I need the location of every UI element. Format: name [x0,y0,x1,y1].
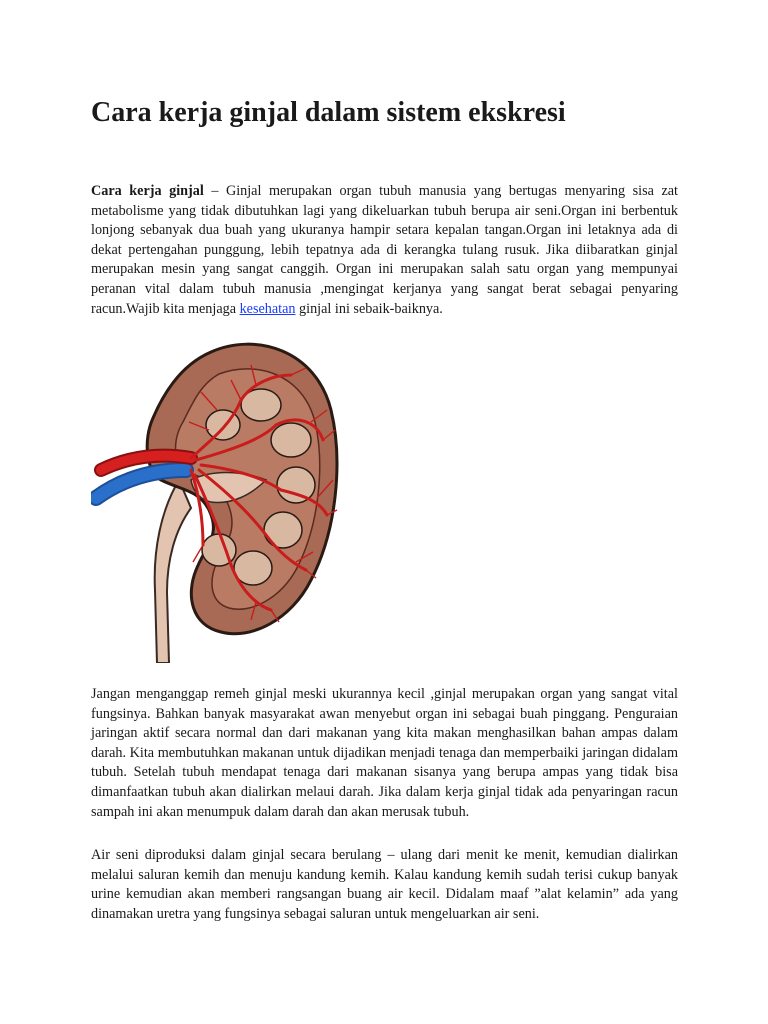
intro-text: – Ginjal merupakan organ tubuh manusia yang bertugas menyaring sisa zat metabolisme yang tidak dibutuhkan lagi yang dikeluarkan tubuh berupa air seni.Organ ini berbentuk lonjong sebanyak dua buah yang ukuranya hampir setara kepalan tangan.Organ ini letaknya ada di dekat pertengahan punggung, lebih tepatnya ada di kerangka tulang rusuk. Jika diibaratkan ginjal merupakan mesin yang sangat canggih. Organ ini merupakan salah satu organ yang mempunyai peranan vital dalam tubuh manusia ,mengingat kerjanya yang sangat berat sebagai penyaring racun.Wajib kita menjaga [91,183,678,317]
paragraph-3: Air seni diproduksi dalam ginjal secara berulang – ulang dari menit ke menit, kemudian dialirkan melalui saluran kemih dan menuju kandung kemih. Kalau kandung kemih sudah terisi cukup banyak urine kemudian akan memberi rangsangan buang air kecil. Didalam maaf ”alat kelamin” ada yang dinamakan uretra yang fungsinya sebagai saluran untuk mengeluarkan air seni. [91,847,678,922]
ureter [155,480,191,663]
paragraph-2: Jangan menganggap remeh ginjal meski ukurannya kecil ,ginjal merupakan organ yang sangat vital fungsinya. Bahkan banyak masyarakat awan menyebut organ ini sebagai buah pinggang. Penguraian jaringan aktif secara normal dan dari makanan yang kita makan menghasilkan bahan ampas dalam darah. Kita membutuhkan makanan untuk dijadikan menjadi tenaga dan memperbaiki jaringan didalam tubuh. Setelah tubuh mendapat tenaga dari makanan sisanya yang berupa ampas yang tidak bisa dimanfaatkan tubuh akan dialirkan melaui darah. Jika dalam kerja ginjal tidak ada penyaringan racun sampah ini akan menumpuk dalam darah dan akan merusak tubuh. [91,686,678,820]
kidney-illustration [91,330,343,663]
article-title: Cara kerja ginjal dalam sistem ekskresi [91,97,566,128]
intro-lead: Cara kerja ginjal [91,183,204,199]
intro-text-end: ginjal ini sebaik-baiknya. [295,300,443,317]
kesehatan-link[interactable]: kesehatan [239,300,296,317]
intro-paragraph [91,182,678,319]
